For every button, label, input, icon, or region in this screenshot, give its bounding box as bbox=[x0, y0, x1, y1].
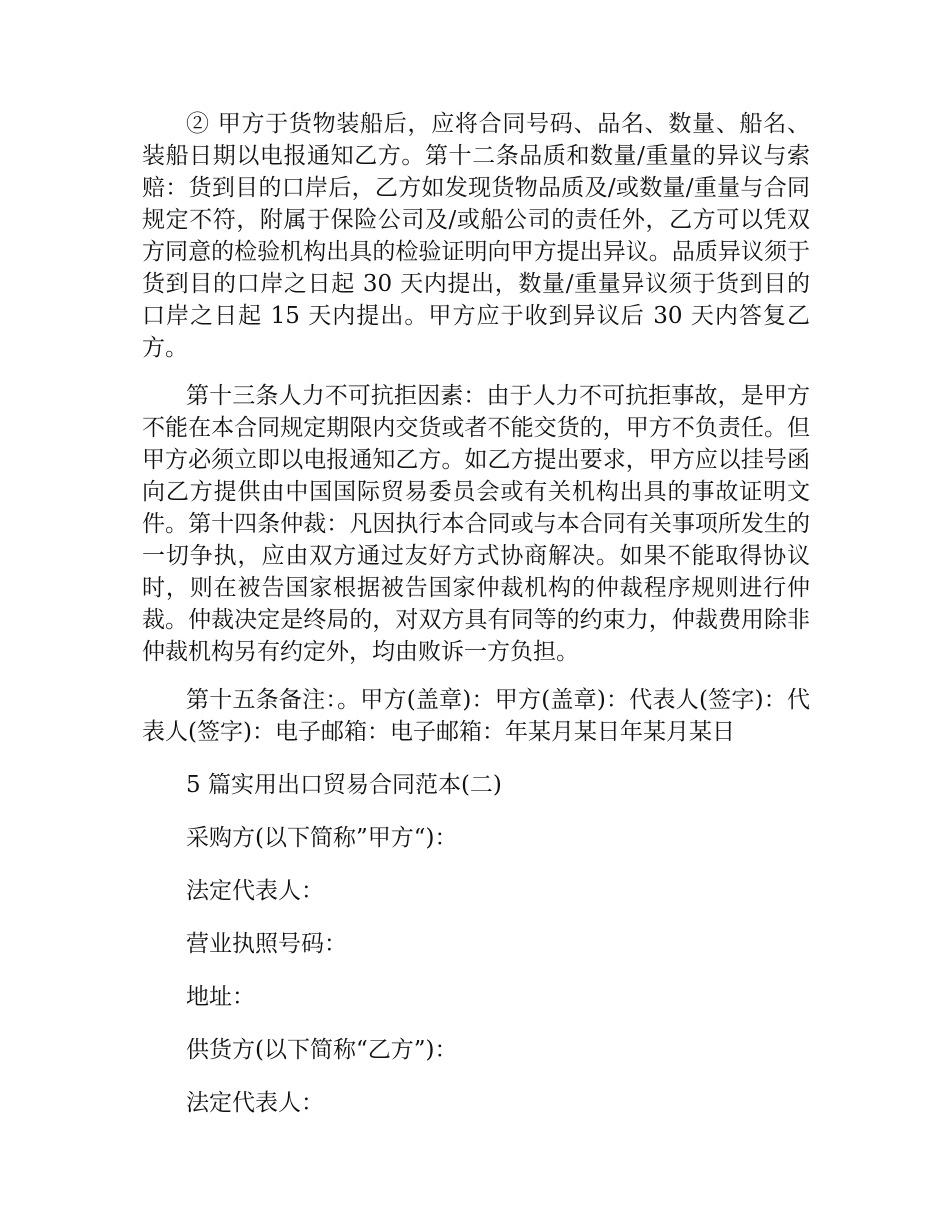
section-title: 5 篇实用出口贸易合同范本(二) bbox=[186, 772, 502, 798]
paragraph-remarks-signatures: 第十五条备注：。甲方(盖章)：甲方(盖章)：代表人(签字)：代表人(签字)：电子邮箱：电子邮箱：年某月某日年某月某日 bbox=[142, 687, 810, 745]
paragraph-force-majeure-arbitration: 第十三条人力不可抗拒因素：由于人力不可抗拒事故，是甲方不能在本合同规定期限内交货或者不能交货的，甲方不负责任。但甲方必须立即以电报通知乙方。如乙方提出要求，甲方应以挂号函向乙方提供由中国国际贸易委员会或有关机构出具的事故证明文件。第十四条仲裁：凡因执行本合同或与本合同有关事项所发生的一切争执，应由双方通过友好方式协商解决。如果不能取得协议时，则在被告国家根据被告国家仲裁机构的仲裁程序规则进行仲裁。仲裁决定是终局的，对双方具有同等的约束力，仲裁费用除非仲裁机构另有约定外，均由败诉一方负担。 bbox=[142, 383, 810, 665]
field-business-license-number: 营业执照号码： bbox=[186, 931, 347, 957]
field-buyer: 采购方(以下简称”甲方“)： bbox=[186, 825, 458, 851]
document-page bbox=[142, 108, 810, 1140]
field-legal-representative-2: 法定代表人： bbox=[186, 1090, 324, 1116]
paragraph-quality-claims: ② 甲方于货物装船后，应将合同号码、品名、数量、船名、装船日期以电报通知乙方。第十二条品质和数量/重量的异议与索赔：货到目的口岸后，乙方如发现货物品质及/或数量/重量与合同规定不符，附属于保险公司及/或船公司的责任外，乙方可以凭双方同意的检验机构出具的检验证明向甲方提出异议。品质异议须于货到目的口岸之日起 30 天内提出，数量/重量异议须于货到目的口岸之日起 15 天内提出。甲方应于收到异议后 30 天内答复乙方。 bbox=[142, 111, 810, 361]
field-legal-representative: 法定代表人： bbox=[186, 878, 324, 904]
field-supplier: 供货方(以下简称“乙方”)： bbox=[186, 1037, 458, 1063]
field-address: 地址： bbox=[186, 984, 255, 1010]
